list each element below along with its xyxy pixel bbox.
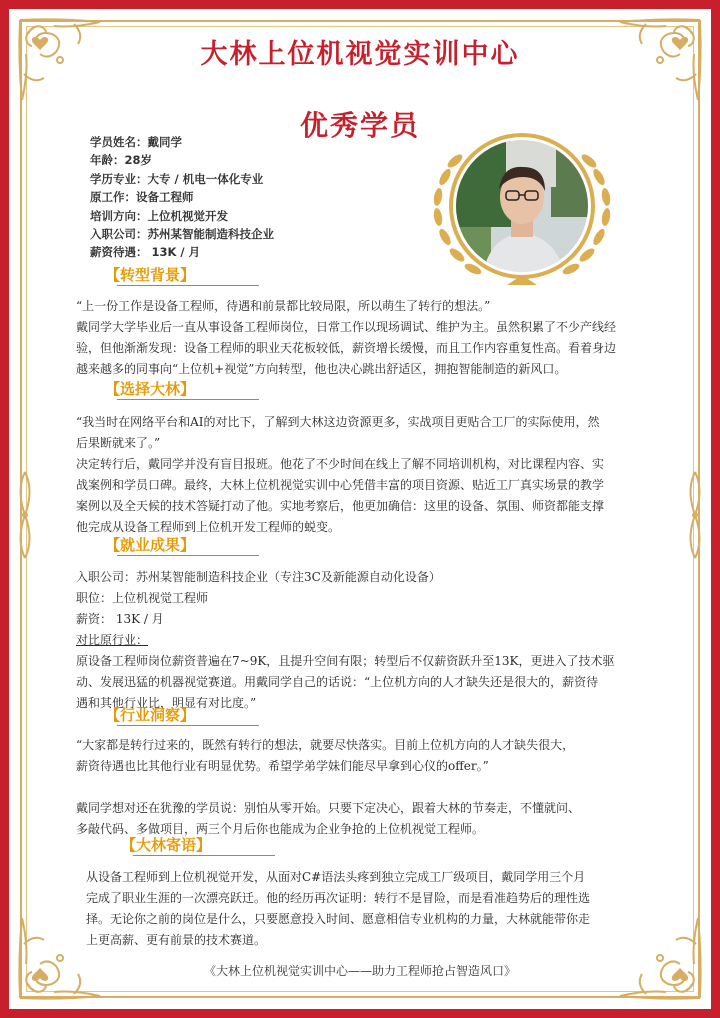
info-company: 入职公司：苏州某智能制造科技企业 — [90, 226, 274, 241]
award-subtitle: 优秀学员 — [299, 109, 420, 142]
section-heading-results: 【就业成果】 — [105, 534, 265, 558]
ornament-corner-icon — [614, 912, 706, 1004]
info-education: 学历专业：大专 / 机电一体化专业 — [90, 171, 264, 186]
paragraph-choice: “我当时在网络平台和AI的对比下，了解到大林这边资源更多，实战项目更贴合工厂的实际使用，然 后果断就来了。” 决定转行后，戴同学并没有盲目报班。他花了不少时间在线上了解不同培训机构，对比课程内容、实 战案例和学员口碑。最终，大林上位机视觉实训中心凭借丰富的项目资源、贴近工厂真实场景的教学 案例以及全天候的技术答疑打动了他。实地考察后，他更加确信：这里的设备、氛围、师资都能支撑 他完成从设备工程师到上位机开发工程师的蜕变。 — [76, 415, 605, 534]
section-heading-choice: 【选择大林】 — [105, 378, 265, 402]
paragraph-results: 入职公司：苏州某智能制造科技企业（专注3C及新能源自动化设备） 职位：上位机视觉工程师 薪资： 13K / 月 对比原行业： 原设备工程师岗位薪资普遍在7~9K，且提升空间有限；转型后不仅薪资跃升至13K，更进入了技术驱 动、发展迅猛的机器视觉赛道。用戴同学自己的话说：“上位机方向的人才缺失还是很大的，薪资待 遇和其他行业比，明显有对比度。” — [76, 570, 615, 710]
ornament-side-icon — [12, 470, 38, 560]
section-heading-insight: 【行业洞察】 — [105, 704, 265, 728]
ornament-side-icon — [682, 470, 708, 560]
paragraph-background: “上一份工作是设备工程师，待遇和前景都比较局限，所以萌生了转行的想法。” 戴同学大学毕业后一直从事设备工程师岗位，日常工作以现场调试、维护为主。虽然积累了不少产线经 验，但他渐渐发现：设备工程师的职业天花板较低，薪资增长缓慢，而且工作内容重复性高。看着身边 越来越多的同事向“上位机+视觉”方向转型，他也决心跳出舒适区，拥抱智能制造的新风口。 — [76, 299, 617, 376]
info-training: 培训方向：上位机视觉开发 — [90, 208, 228, 223]
student-info — [90, 133, 274, 262]
center-title: 大林上位机视觉实训中心 — [200, 39, 520, 70]
student-photo-wreath — [411, 117, 633, 295]
section-heading-background: 【转型背景】 — [105, 264, 265, 288]
section-heading-message: 【大林寄语】 — [121, 834, 281, 858]
paragraph-insight: “大家都是转行过来的，既然有转行的想法，就要尽快落实。目前上位机方向的人才缺失很大， 薪资待遇也比其他行业有明显优势。希望学弟学妹们能尽早拿到心仪的offer。” 戴同学想对还在犹豫的学员说：别怕从零开始。只要下定决心，跟着大林的节奏走，不懂就问、 多敲代码、多做项目，两三个月后你也能成为企业争抢的上位机视觉工程师。 — [76, 738, 581, 836]
info-age: 年龄：28岁 — [90, 153, 153, 168]
paragraph-message: 从设备工程师到上位机视觉开发，从面对C#语法头疼到独立完成工厂级项目，戴同学用三个月 完成了职业生涯的一次漂亮跃迁。他的经历再次证明：转行不是冒险，而是看准趋势后的理性选 择。无论你之前的岗位是什么，只要愿意投入时间、愿意相信专业机构的力量，大林就能带你走 上更高薪、更有前景的技术赛道。 — [86, 870, 591, 947]
footer-slogan: 《大林上位机视觉实训中心——助力工程师抢占智造风口》 — [203, 964, 516, 978]
info-name: 学员姓名：戴同学 — [90, 135, 182, 149]
info-salary: 薪资待遇： 13K / 月 — [90, 245, 201, 260]
info-previous-job: 原工作：设备工程师 — [90, 190, 194, 205]
